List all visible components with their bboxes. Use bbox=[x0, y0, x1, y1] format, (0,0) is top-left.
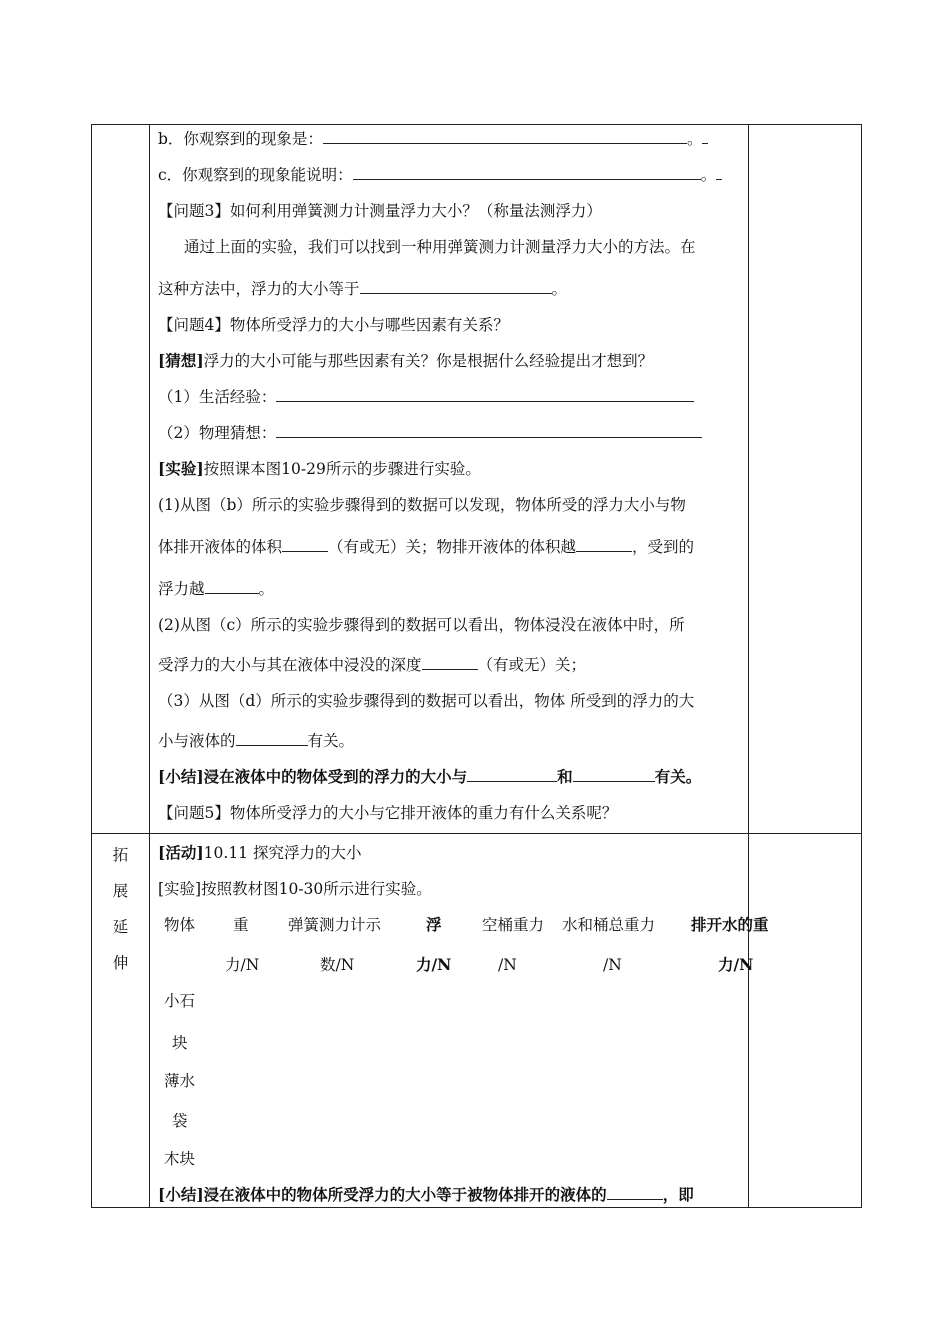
summary-1-text-3: 有关。 bbox=[654, 767, 702, 786]
summary-1-text-2: 和 bbox=[557, 767, 573, 786]
guess-text: 浮力的大小可能与那些因素有关？你是根据什么经验提出才想到？ bbox=[203, 352, 654, 370]
life-experience-line bbox=[158, 387, 694, 407]
e1-text-3: ，受到的 bbox=[632, 538, 695, 556]
e1-text-4: 浮力越 bbox=[158, 580, 205, 598]
e2-text-2: （有或无）关； bbox=[477, 656, 587, 674]
question-3-paragraph-1: 通过上面的实验，我们可以找到一种用弹簧测力计测量浮力大小的方法。在 bbox=[184, 238, 696, 256]
activity-tag: [活动] bbox=[158, 843, 204, 862]
experiment-text: 按照课本图10-29所示的步骤进行实验。 bbox=[203, 460, 481, 478]
unit-scale-reading: 数/N bbox=[320, 956, 355, 974]
blank-e1-b[interactable] bbox=[576, 537, 632, 552]
e1-text-1: 体排开液体的体积 bbox=[158, 538, 283, 556]
blank-c[interactable] bbox=[353, 165, 701, 180]
unit-water-bucket: /N bbox=[603, 956, 622, 974]
experiment-2-instructions: [实验]按照教材图10-30所示进行实验。 bbox=[158, 880, 432, 898]
row-stone: 小石 bbox=[164, 992, 196, 1010]
summary-2-text: 浸在液体中的物体所受浮力的大小等于被物体排开的液体的 bbox=[203, 1185, 607, 1204]
period: 。 bbox=[700, 166, 717, 184]
experiment-1-line-3 bbox=[158, 579, 274, 599]
period: 。 bbox=[258, 580, 275, 598]
activity-text: 10.11 探究浮力的大小 bbox=[203, 844, 362, 862]
unit-weight: 力/N bbox=[225, 956, 260, 974]
side-label-char-3: 延 bbox=[112, 918, 129, 936]
blank-b-tail bbox=[702, 129, 708, 144]
e2-text-1: 受浮力的大小与其在液体中浸没的深度 bbox=[158, 656, 422, 674]
row-divider bbox=[92, 833, 861, 834]
column-divider-left bbox=[149, 125, 150, 1207]
activity-line bbox=[158, 843, 361, 863]
q3-text: 这种方法中，浮力的大小等于 bbox=[158, 280, 360, 298]
question-c-label: c．你观察到的现象能说明： bbox=[158, 166, 353, 184]
question-3: 【问题3】如何利用弹簧测力计测量浮力大小？（称量法测浮力） bbox=[158, 202, 602, 220]
blank-e1-c[interactable] bbox=[205, 579, 259, 594]
summary-2-tag: [小结] bbox=[158, 1185, 204, 1204]
e3-text-1: 小与液体的 bbox=[158, 732, 236, 750]
column-divider-right bbox=[748, 125, 749, 1207]
experiment-3-line-2 bbox=[158, 731, 354, 751]
question-c-line bbox=[158, 165, 722, 185]
header-scale-reading: 弹簧测力计示 bbox=[288, 916, 382, 934]
blank-q3[interactable] bbox=[360, 279, 552, 294]
worksheet-table bbox=[91, 124, 862, 1208]
header-displaced-water: 排开水的重 bbox=[691, 915, 769, 934]
summary-1-line bbox=[158, 767, 701, 787]
question-b-label: b．你观察到的现象是： bbox=[158, 130, 323, 148]
side-label-char-1: 拓 bbox=[112, 846, 129, 864]
unit-empty-bucket: /N bbox=[498, 956, 517, 974]
row-wood-block: 木块 bbox=[164, 1150, 196, 1168]
unit-buoyancy: 力/N bbox=[416, 955, 452, 974]
life-label: （1）生活经验： bbox=[158, 388, 277, 406]
experiment-line bbox=[158, 459, 481, 479]
blank-b[interactable] bbox=[323, 129, 687, 144]
blank-summary-1-a[interactable] bbox=[467, 767, 557, 782]
header-weight: 重 bbox=[233, 916, 249, 934]
e1-text-2: （有或无）关；物排开液体的体积越 bbox=[328, 538, 577, 556]
experiment-tag: [实验] bbox=[158, 459, 204, 478]
blank-c-tail bbox=[716, 165, 722, 180]
experiment-2-line-2 bbox=[158, 655, 586, 675]
summary-2-end: ，即 bbox=[662, 1185, 694, 1204]
guess-tag: [猜想] bbox=[158, 351, 204, 370]
blank-e1-a[interactable] bbox=[282, 537, 328, 552]
blank-summary-2[interactable] bbox=[607, 1185, 663, 1200]
row-water-bag-cont: 袋 bbox=[172, 1112, 188, 1130]
blank-e3[interactable] bbox=[236, 731, 308, 746]
summary-1-text-1: [小结]浸在液体中的物体受到的浮力的大小与 bbox=[158, 767, 468, 786]
experiment-1-line-2 bbox=[158, 537, 694, 557]
experiment-2-line-1: (2)从图（c）所示的实验步骤得到的数据可以看出，物体浸没在液体中时，所 bbox=[158, 616, 685, 634]
period: 。 bbox=[686, 130, 703, 148]
physics-label: （2）物理猜想： bbox=[158, 424, 277, 442]
question-5: 【问题5】物体所受浮力的大小与它排开液体的重力有什么关系呢？ bbox=[158, 804, 618, 822]
e3-text-2: 有关。 bbox=[307, 732, 355, 750]
physics-guess-line bbox=[158, 423, 702, 443]
question-b-line bbox=[158, 129, 708, 149]
row-water-bag: 薄水 bbox=[164, 1072, 196, 1090]
question-4: 【问题4】物体所受浮力的大小与哪些因素有关系？ bbox=[158, 316, 509, 334]
side-label-char-4: 伸 bbox=[112, 954, 129, 972]
side-label-char-2: 展 bbox=[112, 882, 129, 900]
experiment-3-line-1: （3）从图（d）所示的实验步骤得到的数据可以看出，物体 所受到的浮力的大 bbox=[158, 692, 695, 710]
question-3-paragraph-2 bbox=[158, 279, 567, 299]
unit-displaced-water: 力/N bbox=[718, 955, 754, 974]
blank-physics[interactable] bbox=[276, 423, 702, 438]
blank-summary-1-b[interactable] bbox=[573, 767, 655, 782]
blank-life[interactable] bbox=[276, 387, 694, 402]
header-empty-bucket: 空桶重力 bbox=[482, 916, 545, 934]
summary-2-line bbox=[158, 1185, 694, 1205]
blank-e2[interactable] bbox=[422, 655, 478, 670]
row-stone-cont: 块 bbox=[172, 1034, 188, 1052]
header-object: 物体 bbox=[164, 916, 196, 934]
period: 。 bbox=[551, 280, 568, 298]
experiment-1-line-1: (1)从图（b）所示的实验步骤得到的数据可以发现，物体所受的浮力大小与物 bbox=[158, 496, 686, 514]
guess-line bbox=[158, 351, 653, 371]
header-buoyancy: 浮 bbox=[426, 915, 442, 934]
header-water-bucket: 水和桶总重力 bbox=[562, 916, 656, 934]
